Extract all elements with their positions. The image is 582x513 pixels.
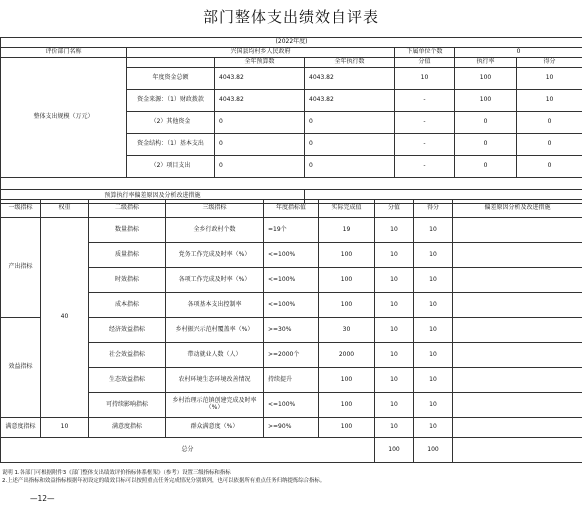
level1-output: 产出指标 <box>1 218 41 318</box>
dept-label: 评价部门名称 <box>1 48 127 58</box>
budget-row: 年度资金总额 4043.82 4043.82 10 100 10 <box>1 68 582 90</box>
note-line: 说明 1.各部门可根据附件3《部门整体支出绩效评价指标体系框架》（参考）设置三级指标和指标 <box>2 470 231 476</box>
header-exec: 全年执行数 <box>305 58 395 68</box>
budget-table <box>0 37 582 204</box>
header-score: 得分 <box>517 58 582 68</box>
dept-value: 兴国县均村乡人民政府 <box>127 48 395 58</box>
table-row: 可持续影响指标 乡村治理示范镇创建完成及时率（%） <=100% 100 10 10 <box>1 393 582 418</box>
table-row: 社会效益指标 带动就业人数（人） >=2000个 2000 10 10 <box>1 343 582 368</box>
subunit-value: 0 <box>455 48 582 58</box>
table-row: 质量指标 党务工作完成及时率（%） <=100% 100 10 10 <box>1 243 582 268</box>
weight-satisfaction: 10 <box>41 418 89 438</box>
table-row: 产出指标 40 数量指标 全乡行政村个数 =19个 19 10 10 <box>1 218 582 243</box>
header-rate: 执行率 <box>455 58 517 68</box>
level1-benefit: 效益指标 <box>1 318 41 418</box>
note-line: 2.上述产出指标和效益指标根据年初设定的绩效目标可以按照重点任务完成情况分别填列，也可以依据所有重点任务归纳提炼综合指标。 <box>2 477 326 484</box>
budget-row: （2）项目支出 0 0 - 0 0 <box>1 156 582 178</box>
weight-main: 40 <box>41 218 89 418</box>
table-row: 成本指标 各项基本支出控制率 <=100% 100 10 10 <box>1 293 582 318</box>
table-row: 生态效益指标 农村环境生态环境改善情况 持续提升 100 10 10 <box>1 368 582 393</box>
budget-row: （2）其他资金 0 0 - 0 0 <box>1 112 582 134</box>
table-row: 时效指标 各项工作完成及时率（%） <=100% 100 10 10 <box>1 268 582 293</box>
indicator-header-row: 一级指标 权重 二级指标 三级指标 年度指标值 实际完成值 分值 得分 偏差原因分析及改进措施 <box>1 200 582 218</box>
deviation-label: 预算执行率偏差原因及分析改进措施 <box>1 190 305 204</box>
table-row: 效益指标 经济效益指标 乡村振兴示范村覆盖率（%） >=30% 30 10 10 <box>1 318 582 343</box>
indicator-table <box>0 199 582 463</box>
header-budget: 全年预算数 <box>215 58 305 68</box>
level1-satisfaction: 满意度指标 <box>1 418 41 438</box>
notes <box>2 470 580 485</box>
budget-row: 资金来源：（1）财政拨款 4043.82 4043.82 - 100 10 <box>1 90 582 112</box>
page-title: 部门整体支出绩效自评表 <box>202 8 379 26</box>
page-number: —12— <box>30 494 55 503</box>
subunit-label: 下属单位个数 <box>395 48 455 58</box>
header-weight: 分值 <box>395 58 455 68</box>
total-weight: 100 <box>375 438 414 463</box>
budget-row: 资金结构：（1）基本支出 0 0 - 0 0 <box>1 134 582 156</box>
total-score: 100 <box>414 438 453 463</box>
total-row <box>1 438 582 463</box>
table-row: 满意度指标 10 满意度指标 群众满意度（%） >=90% 100 10 10 <box>1 418 582 438</box>
year-label: (2022年度) <box>1 38 582 48</box>
total-label: 总分 <box>1 438 375 463</box>
budget-section-label: 整体支出规模（万元） <box>1 58 127 178</box>
